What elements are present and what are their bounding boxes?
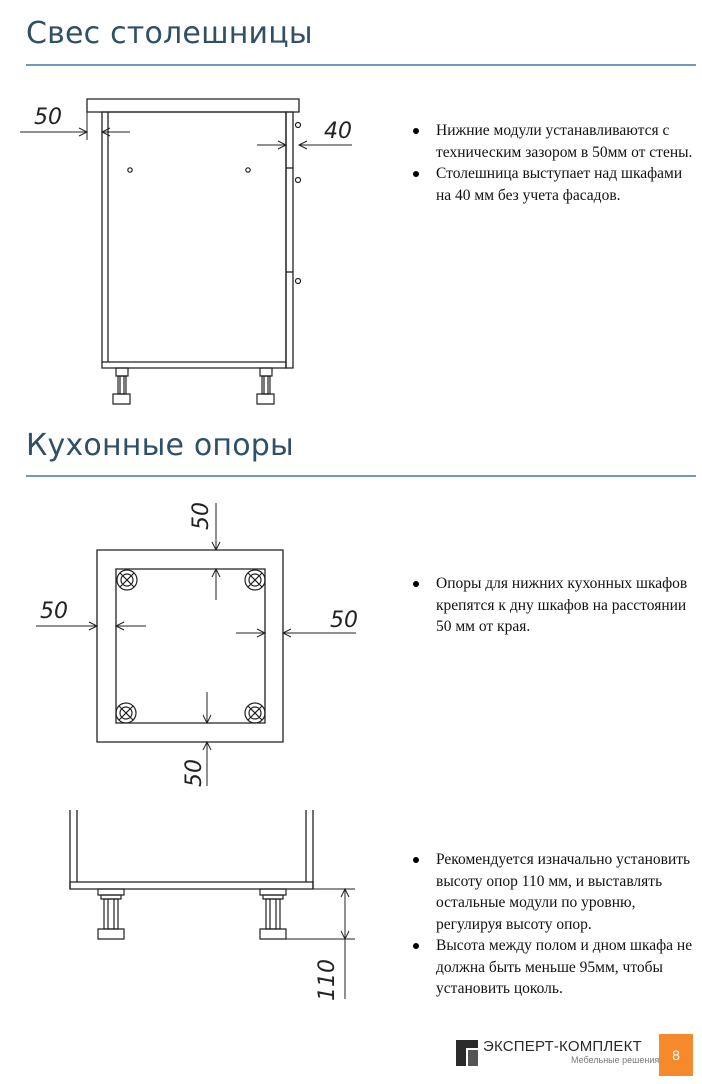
dim-bottom-label: 50 — [182, 759, 207, 787]
dim-wall-gap-label: 50 — [34, 105, 62, 130]
cabinet-body — [102, 112, 286, 368]
list-item: Нижние модули устанавливаются с техническим зазором в 50мм от стены. — [410, 120, 698, 163]
dim-leg-height-label: 110 — [315, 959, 340, 1001]
legs — [113, 368, 274, 404]
legs-bullets — [410, 573, 698, 638]
leg-height-bullets — [410, 849, 698, 1000]
legs — [98, 889, 286, 939]
list-item: Высота между полом и дном шкафа не должна быть меньше 95мм, чтобы установить цоколь. — [410, 935, 698, 1000]
brand-mark-icon — [456, 1040, 478, 1066]
legs-plan-drawing — [0, 495, 400, 795]
dim-overhang-label: 40 — [324, 119, 352, 144]
list-item: Опоры для нижних кухонных шкафов крепятся к дну шкафов на расстоянии 50 мм от края. — [410, 573, 698, 638]
page-number: 8 — [659, 1034, 693, 1076]
dim-right-label: 50 — [330, 608, 358, 633]
dim-top-label: 50 — [189, 502, 214, 530]
fascia — [286, 112, 293, 368]
cabinet-front-view — [70, 810, 313, 889]
worktop — [87, 99, 299, 112]
list-item: Рекомендуется изначально установить высоту опор 110 мм, и выставлять остальные модули по уровню, регулируя высоту опор. — [410, 849, 698, 935]
leg-height-drawing — [0, 800, 400, 1005]
section-title-legs: Кухонные опоры — [26, 428, 294, 463]
overhang-drawing — [0, 80, 400, 410]
brand-name: ЭКСПЕРТ-КОМПЛЕКТ — [483, 1038, 642, 1055]
dim-left-label: 50 — [40, 599, 68, 624]
leg-symbols — [116, 570, 265, 723]
overhang-bullets — [410, 120, 698, 206]
brand-tagline: Мебельные решения — [571, 1055, 660, 1065]
section-title-overhang: Свес столешницы — [26, 16, 313, 51]
cabinet-side-view — [87, 99, 299, 368]
section-divider — [26, 64, 696, 66]
list-item: Столешница выступает над шкафами на 40 мм без учета фасадов. — [410, 163, 698, 206]
leg-offset-line — [116, 569, 265, 723]
cabinet-bottom — [70, 882, 313, 889]
section-divider — [26, 475, 696, 477]
